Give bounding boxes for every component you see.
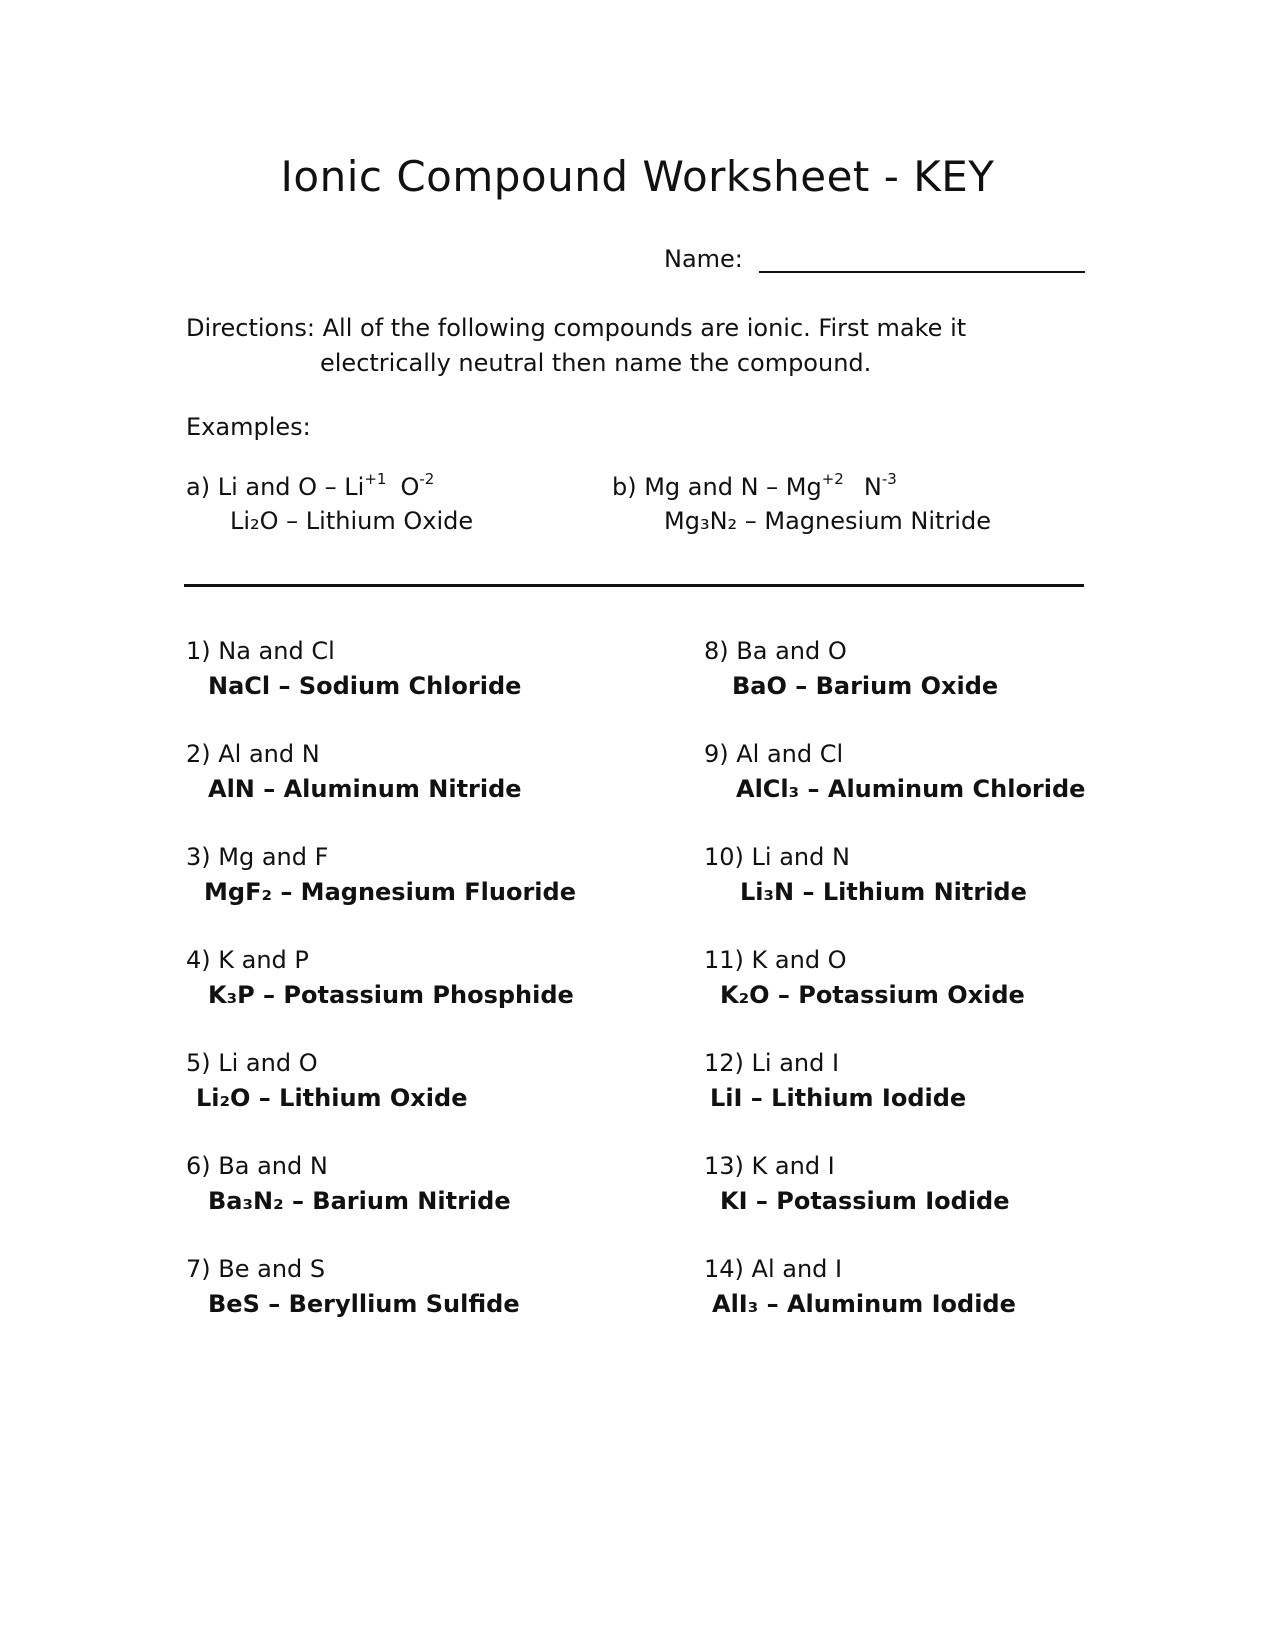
example-a-ion-2: O	[400, 473, 420, 501]
problem-9-answer: AlCl₃ – Aluminum Chloride	[736, 775, 1086, 803]
problem-1-question: 1) Na and Cl	[186, 637, 335, 665]
problem-4-question: 4) K and P	[186, 946, 309, 974]
example-a-charge-1: +1	[364, 470, 387, 488]
examples-label: Examples:	[186, 413, 311, 441]
example-b-prefix: b) Mg and N – Mg	[612, 473, 822, 501]
problem-8-question: 8) Ba and O	[704, 637, 847, 665]
problem-4-answer: K₃P – Potassium Phosphide	[208, 981, 574, 1009]
problem-10-question: 10) Li and N	[704, 843, 850, 871]
problem-12-question: 12) Li and I	[704, 1049, 840, 1077]
example-b-question	[612, 472, 897, 501]
problem-1-answer: NaCl – Sodium Chloride	[208, 672, 522, 700]
directions-line-2: electrically neutral then name the compound.	[320, 349, 872, 377]
problem-3-answer: MgF₂ – Magnesium Fluoride	[204, 878, 576, 906]
problem-7-answer: BeS – Beryllium Sulfide	[208, 1290, 520, 1318]
problem-5-answer: Li₂O – Lithium Oxide	[196, 1084, 468, 1112]
example-b-charge-2: -3	[881, 470, 897, 488]
example-a-charge-2: -2	[419, 470, 435, 488]
name-label: Name:	[664, 245, 743, 273]
page-title: Ionic Compound Worksheet - KEY	[280, 152, 995, 201]
name-field-row	[664, 245, 1085, 273]
problem-11-answer: K₂O – Potassium Oxide	[720, 981, 1025, 1009]
problem-14-question: 14) Al and I	[704, 1255, 843, 1283]
problem-5-question: 5) Li and O	[186, 1049, 318, 1077]
problem-13-question: 13) K and I	[704, 1152, 835, 1180]
directions-line-1: Directions: All of the following compounds are ionic. First make it	[186, 314, 967, 342]
example-a-answer: Li₂O – Lithium Oxide	[230, 507, 474, 535]
problem-12-answer: LiI – Lithium Iodide	[710, 1084, 967, 1112]
example-b-charge-1: +2	[821, 470, 844, 488]
name-blank-line[interactable]	[759, 245, 1085, 273]
problem-10-answer: Li₃N – Lithium Nitride	[740, 878, 1027, 906]
section-divider	[184, 584, 1084, 587]
problem-2-answer: AlN – Aluminum Nitride	[208, 775, 522, 803]
example-b-ion-2: N	[863, 473, 882, 501]
problem-6-question: 6) Ba and N	[186, 1152, 328, 1180]
problem-3-question: 3) Mg and F	[186, 843, 329, 871]
problem-11-question: 11) K and O	[704, 946, 847, 974]
problem-9-question: 9) Al and Cl	[704, 740, 844, 768]
problem-7-question: 7) Be and S	[186, 1255, 326, 1283]
example-b-answer: Mg₃N₂ – Magnesium Nitride	[664, 507, 991, 535]
problem-13-answer: KI – Potassium Iodide	[720, 1187, 1010, 1215]
problem-8-answer: BaO – Barium Oxide	[732, 672, 999, 700]
problem-6-answer: Ba₃N₂ – Barium Nitride	[208, 1187, 511, 1215]
problem-2-question: 2) Al and N	[186, 740, 320, 768]
example-a-question	[186, 472, 434, 501]
example-a-prefix: a) Li and O – Li	[186, 473, 365, 501]
problem-14-answer: AlI₃ – Aluminum Iodide	[712, 1290, 1016, 1318]
